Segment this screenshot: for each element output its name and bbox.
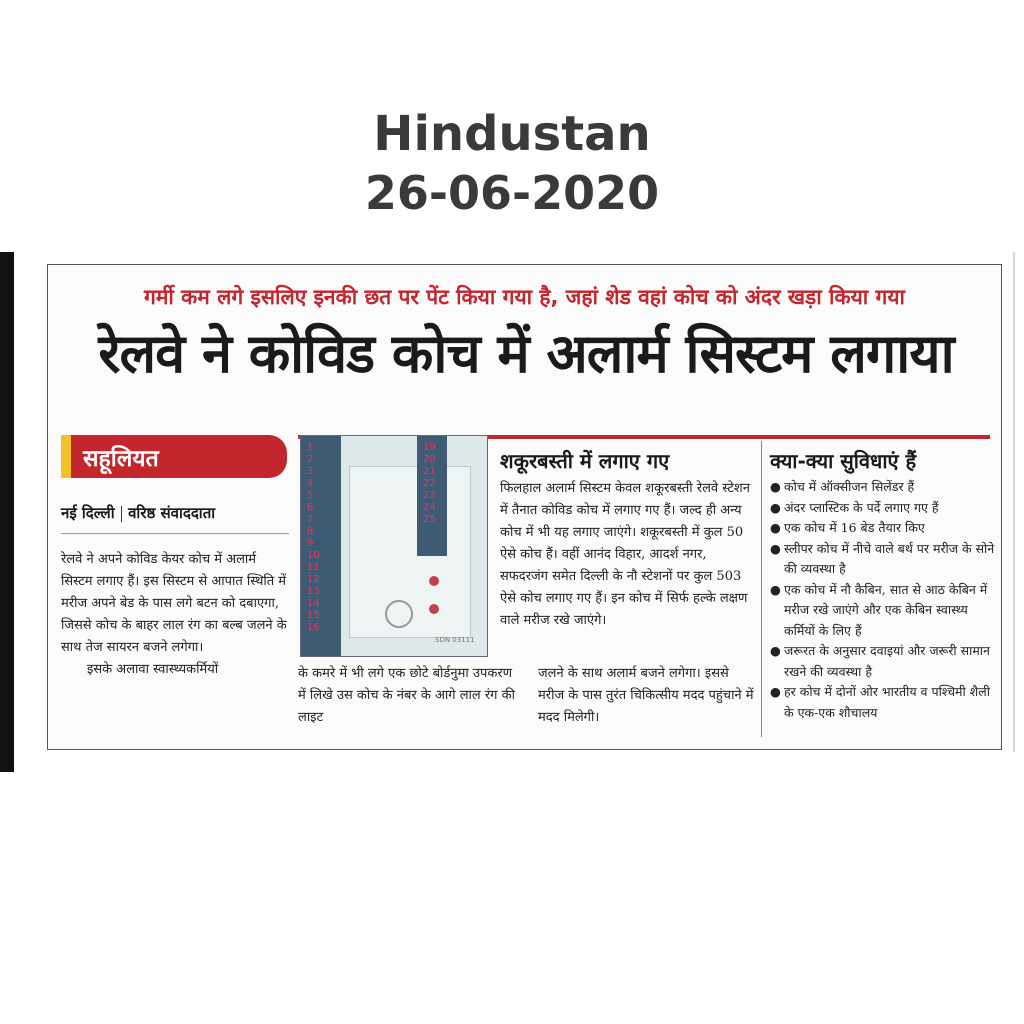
facility-item xyxy=(768,641,998,682)
section-tag-accent xyxy=(61,435,71,478)
photo-left-numbers: 1 2 3 4 5 6 7 8 9 10 11 12 13 14 15 16 xyxy=(307,442,320,633)
section-tag xyxy=(61,435,287,478)
masthead-title: Hindustan xyxy=(373,106,651,162)
shakurbasti-heading: शकूरबस्ती में लगाए गए xyxy=(500,449,670,473)
byline xyxy=(61,503,215,523)
bullet-icon: ● xyxy=(770,643,781,658)
photo-red-light xyxy=(429,576,439,586)
byline-rule xyxy=(61,533,289,534)
facility-text: स्लीपर कोच में नीचे वाले बर्थ पर मरीज के सोने की व्यवस्था है xyxy=(784,540,995,576)
facility-text: जरूरत के अनुसार दवाइयां और जरूरी सामान रखने की व्यवस्था है xyxy=(784,643,990,679)
byline-reporter: वरिष्ठ संवाददाता xyxy=(128,504,216,522)
photo-right-numbers: 19 20 21 22 23 24 25 xyxy=(423,442,436,525)
facility-item xyxy=(768,498,998,519)
facilities-heading: क्या-क्या सुविधाएं हैं xyxy=(770,449,917,473)
photo-plate-text: SDN 03111 xyxy=(435,636,475,644)
facility-item xyxy=(768,682,998,723)
facility-text: अंदर प्लास्टिक के पर्दे लगाए गए हैं xyxy=(784,499,939,515)
body-column-2: के कमरे में भी लगे एक छोटे बोर्डनुमा उपकरण में लिखे उस कोच के नंबर के आगे लाल रंग की लाइट xyxy=(298,666,515,725)
masthead-date: 26-06-2020 xyxy=(364,166,660,220)
bullet-icon: ● xyxy=(770,684,781,699)
facilities-list xyxy=(768,477,998,723)
left-edge-bar xyxy=(0,252,14,772)
facility-text: कोच में ऑक्सीजन सिलेंडर हैं xyxy=(784,479,915,494)
photo-button xyxy=(385,600,413,628)
bullet-icon: ● xyxy=(770,479,781,494)
alarm-panel-photo xyxy=(300,435,488,657)
byline-place: नई दिल्ली xyxy=(61,504,115,522)
byline-separator xyxy=(121,506,123,522)
photo-red-light xyxy=(429,604,439,614)
bullet-icon: ● xyxy=(770,520,781,535)
bullet-icon: ● xyxy=(770,499,781,515)
facility-text: एक कोच में 16 बेड तैयार किए xyxy=(784,520,925,535)
facility-item xyxy=(768,477,998,498)
facility-text: एक कोच में नौ कैबिन, सात से आठ केबिन में मरीज रखे जाएंगे और एक केबिन स्वास्थ्य कर्मियों के लिए हैं xyxy=(784,581,988,638)
facility-text: हर कोच में दोनों ओर भारतीय व पश्चिमी शैली के एक-एक शौचालय xyxy=(784,684,990,720)
bullet-icon: ● xyxy=(770,540,781,556)
shakurbasti-text: फिलहाल अलार्म सिस्टम केवल शकूरबस्ती रेलवे स्टेशन में तैनात कोविड कोच में लगाए गए हैं। जल्द ही अन्य कोच में भी यह लगाए जाएंगे। शकूरबस्ती में कुल 50 ऐसे कोच हैं। वहीं आनंद विहार, आदर्श नगर, सफदरजंग समेत दिल्ली के नौ स्टेशनों पर कुल 503 ऐसे कोच लगाए गए हैं। इन कोच में सिर्फ हल्के लक्षण वाले मरीज रखे जाएंगे। xyxy=(500,481,750,628)
body-column-3: जलने के साथ अलार्म बजने लगेगा। इससे मरीज के पास तुरंत चिकित्सीय मदद पहुंचाने में मदद मिलेगी। xyxy=(538,666,754,725)
body-column-1 xyxy=(61,549,289,681)
right-edge-line xyxy=(1013,252,1015,752)
section-tag-label: सहूलियत xyxy=(83,446,159,472)
facility-item xyxy=(768,580,998,642)
body-paragraph: रेलवे ने अपने कोविड केयर कोच में अलार्म सिस्टम लगाए हैं। इस सिस्टम से आपात स्थिति में मरीज अपने बेड के पास लगे बटन को दबाएगा, जिससे कोच के बाहर लाल रंग का बल्ब जलने के साथ तेज सायरन बजने लगेगा। xyxy=(61,552,287,655)
article-headline: रेलवे ने कोविड कोच में अलार्म सिस्टम लगाया xyxy=(98,322,954,385)
bullet-icon: ● xyxy=(770,581,781,597)
article-kicker: गर्मी कम लगे इसलिए इनकी छत पर पेंट किया गया है, जहां शेड वहां कोच को अंदर खड़ा किया गया xyxy=(144,285,905,309)
newspaper-clipping xyxy=(47,264,1002,750)
facility-item xyxy=(768,539,998,580)
facility-item xyxy=(768,518,998,539)
column-divider xyxy=(761,441,762,737)
body-paragraph: इसके अलावा स्वास्थ्यकर्मियों xyxy=(87,662,219,677)
